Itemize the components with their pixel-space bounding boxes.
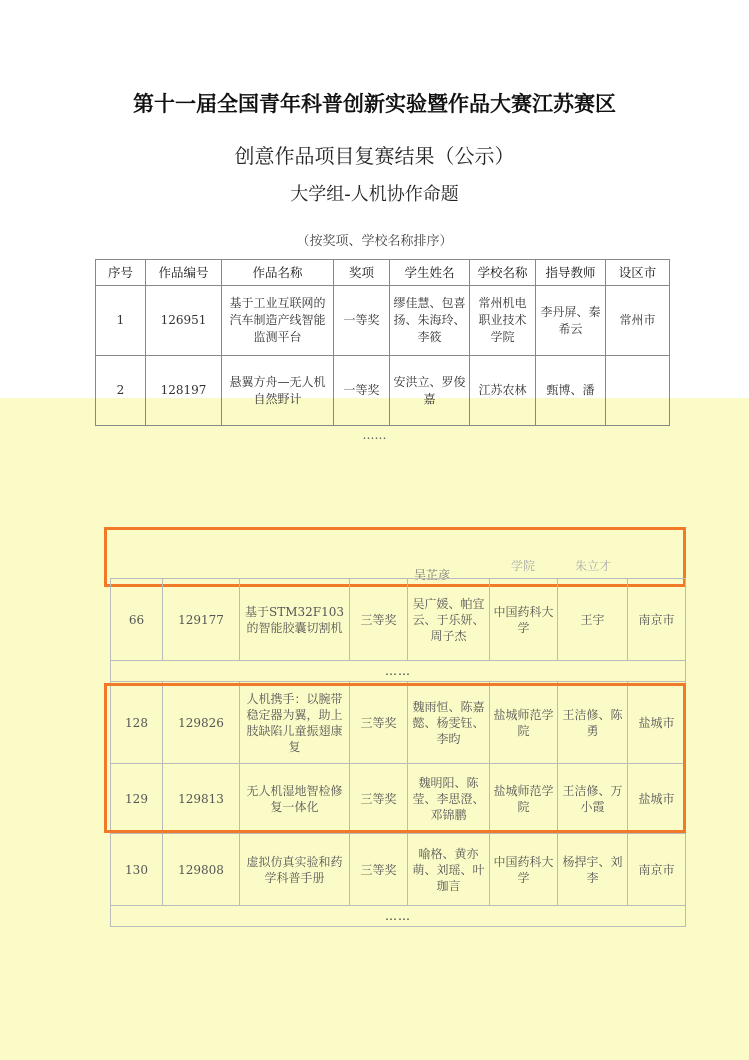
cell-school: 盐城师范学院 [490, 764, 558, 834]
cell-city [606, 356, 670, 426]
sort-note: （按奖项、学校名称排序） [296, 234, 453, 249]
page-subtitle: 创意作品项目复赛结果（公示） [234, 144, 515, 168]
cell-id: 129813 [163, 764, 240, 834]
cell-teacher: 杨捍宇、刘李 [558, 834, 628, 906]
cell-no: 1 [96, 286, 146, 356]
page-title: 第十一届全国青年科普创新实验暨作品大赛江苏赛区 [133, 92, 616, 116]
ellipsis-2: …… [111, 661, 686, 682]
partial-school: 学院 [511, 559, 536, 573]
cell-name: 基于STM32F103的智能胶囊切割机 [240, 579, 350, 661]
table-row [111, 834, 686, 906]
cell-students: 安洪立、罗俊嘉 [390, 356, 470, 426]
cell-students: 吴广媛、帕宜云、于乐妍、周子杰 [408, 579, 490, 661]
group-title: 大学组-人机协作命题 [290, 184, 459, 205]
cell-no: 2 [96, 356, 146, 426]
partial-students: 吴芷彦 [414, 568, 451, 582]
cell-no: 66 [111, 579, 163, 661]
cell-school: 江苏农林 [470, 356, 536, 426]
cell-city: 常州市 [606, 286, 670, 356]
col-header-students: 学生姓名 [390, 260, 470, 286]
ellipsis-row [111, 906, 686, 927]
col-header-city: 设区市 [606, 260, 670, 286]
cell-students: 魏雨恒、陈嘉懿、杨雯钰、李昀 [408, 682, 490, 764]
cell-teacher: 李丹屏、秦希云 [536, 286, 606, 356]
cell-school: 中国药科大学 [490, 834, 558, 906]
table-row [96, 286, 670, 356]
highlight-box-2 [104, 683, 686, 833]
cell-award: 三等奖 [350, 834, 408, 906]
cell-students: 缪佳慧、包喜扬、朱海玲、李筱 [390, 286, 470, 356]
col-header-name: 作品名称 [222, 260, 334, 286]
cell-name: 虚拟仿真实验和药学科普手册 [240, 834, 350, 906]
cell-no: 128 [111, 682, 163, 764]
cell-city: 盐城市 [628, 682, 686, 764]
cell-id: 129826 [163, 682, 240, 764]
table-header-row [96, 260, 670, 286]
col-header-school: 学校名称 [470, 260, 536, 286]
ellipsis-row [111, 661, 686, 682]
table-row [111, 579, 686, 661]
cell-no: 130 [111, 834, 163, 906]
cell-teacher: 甄博、潘 [536, 356, 606, 426]
cell-id: 126951 [146, 286, 222, 356]
results-table-top [95, 259, 670, 426]
cell-city: 盐城市 [628, 764, 686, 834]
col-header-no: 序号 [96, 260, 146, 286]
cell-school: 中国药科大学 [490, 579, 558, 661]
results-table-top-clip [95, 259, 671, 406]
cell-name: 人机携手：以腕带稳定器为翼，助上肢缺陷儿童振翅康复 [240, 682, 350, 764]
cell-id: 129808 [163, 834, 240, 906]
partial-teacher: 朱立才 [575, 559, 612, 573]
cell-id: 128197 [146, 356, 222, 426]
col-header-teacher: 指导教师 [536, 260, 606, 286]
cell-award: 三等奖 [350, 682, 408, 764]
table-row [96, 356, 670, 426]
cell-award: 一等奖 [334, 356, 390, 426]
cell-award: 一等奖 [334, 286, 390, 356]
cell-school: 常州机电职业技术学院 [470, 286, 536, 356]
cell-city: 南京市 [628, 834, 686, 906]
col-header-award: 奖项 [334, 260, 390, 286]
cell-award: 三等奖 [350, 764, 408, 834]
cell-name: 悬翼方舟—无人机自然野计 [222, 356, 334, 426]
cell-no: 129 [111, 764, 163, 834]
ellipsis-1: …… [362, 428, 387, 442]
cell-award: 三等奖 [350, 579, 408, 661]
ellipsis-3: …… [111, 906, 686, 927]
cell-id: 129177 [163, 579, 240, 661]
cell-city: 南京市 [628, 579, 686, 661]
cell-students: 魏明阳、陈莹、李思澄、邓锦鹏 [408, 764, 490, 834]
col-header-id: 作品编号 [146, 260, 222, 286]
cell-teacher: 王洁修、万小霞 [558, 764, 628, 834]
cell-name: 基于工业互联网的汽车制造产线智能监测平台 [222, 286, 334, 356]
cell-teacher: 王洁修、陈勇 [558, 682, 628, 764]
cell-school: 盐城师范学院 [490, 682, 558, 764]
cell-name: 无人机湿地智检修复一体化 [240, 764, 350, 834]
cell-teacher: 王宇 [558, 579, 628, 661]
cell-students: 喻格、黄亦萌、刘瑶、叶珈言 [408, 834, 490, 906]
